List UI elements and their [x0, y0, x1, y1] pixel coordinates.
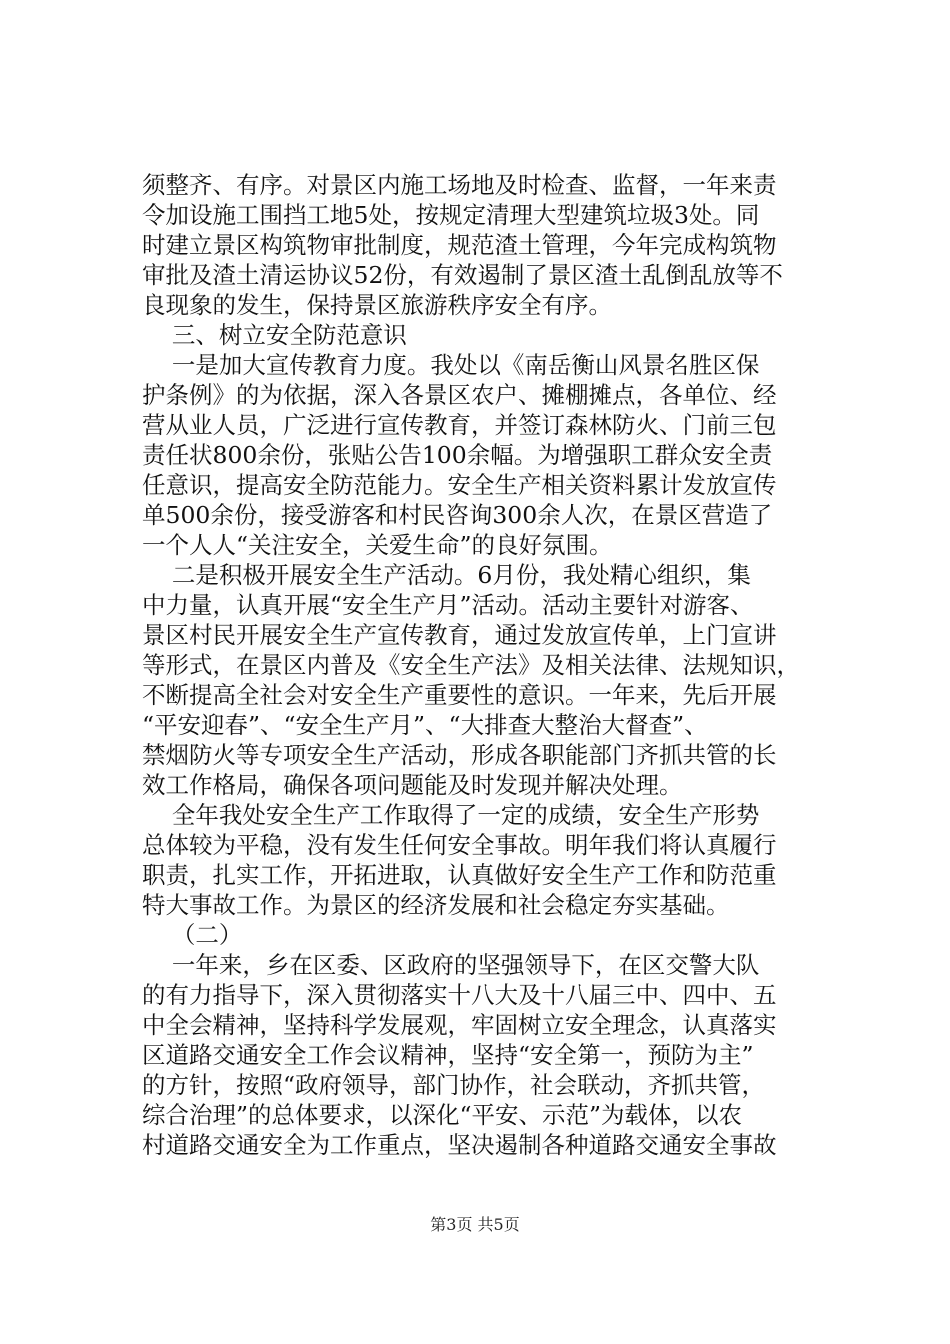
text-line: 二是积极开展安全生产活动。6月份，我处精心组织，集: [142, 561, 751, 589]
text-line: 审批及渣土清运协议52份，有效遏制了景区渣土乱倒乱放等不: [142, 261, 783, 289]
text-line: 区道路交通安全工作会议精神，坚持“安全第一，预防为主”: [142, 1041, 754, 1069]
text-line: 须整齐、有序。对景区内施工场地及时检查、监督，一年来责: [142, 171, 777, 199]
text-line: 景区村民开展安全生产宣传教育，通过发放宣传单，上门宣讲: [142, 621, 777, 649]
text-line: 营从业人员，广泛进行宣传教育，并签订森林防火、门前三包: [142, 411, 777, 439]
section-heading: 三、树立安全防范意识: [142, 321, 407, 349]
text-line: 令加设施工围挡工地5处，按规定清理大型建筑垃圾3处。同: [142, 201, 760, 229]
section-heading: （二）: [142, 921, 243, 949]
text-line: 村道路交通安全为工作重点，坚决遏制各种道路交通安全事故: [142, 1131, 777, 1159]
text-line: 良现象的发生，保持景区旅游秩序安全有序。: [142, 291, 612, 319]
text-line: 总体较为平稳，没有发生任何安全事故。明年我们将认真履行: [142, 831, 777, 859]
text-line: 职责，扎实工作，开拓进取，认真做好安全生产工作和防范重: [142, 861, 777, 889]
text-line: 中全会精神，坚持科学发展观，牢固树立安全理念，认真落实: [142, 1011, 777, 1039]
text-line: 效工作格局，确保各项问题能及时发现并解决处理。: [142, 771, 683, 799]
document-body: [142, 170, 832, 1160]
text-line: 综合治理”的总体要求，以深化“平安、示范”为载体，以农: [142, 1101, 743, 1129]
text-line: 责任状800余份，张贴公告100余幅。为增强职工群众安全责: [142, 441, 773, 469]
text-line: 护条例》的为依据，深入各景区农户、摊棚摊点，各单位、经: [142, 381, 777, 409]
text-line: 单500余份，接受游客和村民咨询300余人次，在景区营造了: [142, 501, 773, 529]
text-line: 的有力指导下，深入贯彻落实十八大及十八届三中、四中、五: [142, 981, 777, 1009]
page-number-footer: 第3页 共5页: [430, 1215, 520, 1234]
text-line: 禁烟防火等专项安全生产活动，形成各职能部门齐抓共管的长: [142, 741, 777, 769]
text-line: 一年来，乡在区委、区政府的坚强领导下，在区交警大队: [142, 951, 760, 979]
text-line: 时建立景区构筑物审批制度，规范渣土管理，今年完成构筑物: [142, 231, 777, 259]
text-line: 不断提高全社会对安全生产重要性的意识。一年来，先后开展: [142, 681, 777, 709]
text-line: 等形式，在景区内普及《安全生产法》及相关法律、法规知识，: [142, 651, 800, 679]
text-line: 一是加大宣传教育力度。我处以《南岳衡山风景名胜区保: [142, 351, 760, 379]
text-line: “平安迎春”、“安全生产月”、“大排查大整治大督查”、: [142, 711, 708, 739]
text-line: 任意识，提高安全防范能力。安全生产相关资料累计发放宣传: [142, 471, 777, 499]
text-line: 的方针，按照“政府领导，部门协作，社会联动，齐抓共管，: [142, 1071, 766, 1099]
text-line: 全年我处安全生产工作取得了一定的成绩，安全生产形势: [142, 801, 760, 829]
text-line: 特大事故工作。为景区的经济发展和社会稳定夯实基础。: [142, 891, 730, 919]
text-line: 中力量，认真开展“安全生产月”活动。活动主要针对游客、: [142, 591, 754, 619]
text-line: 一个人人“关注安全，关爱生命”的良好氛围。: [142, 531, 613, 559]
